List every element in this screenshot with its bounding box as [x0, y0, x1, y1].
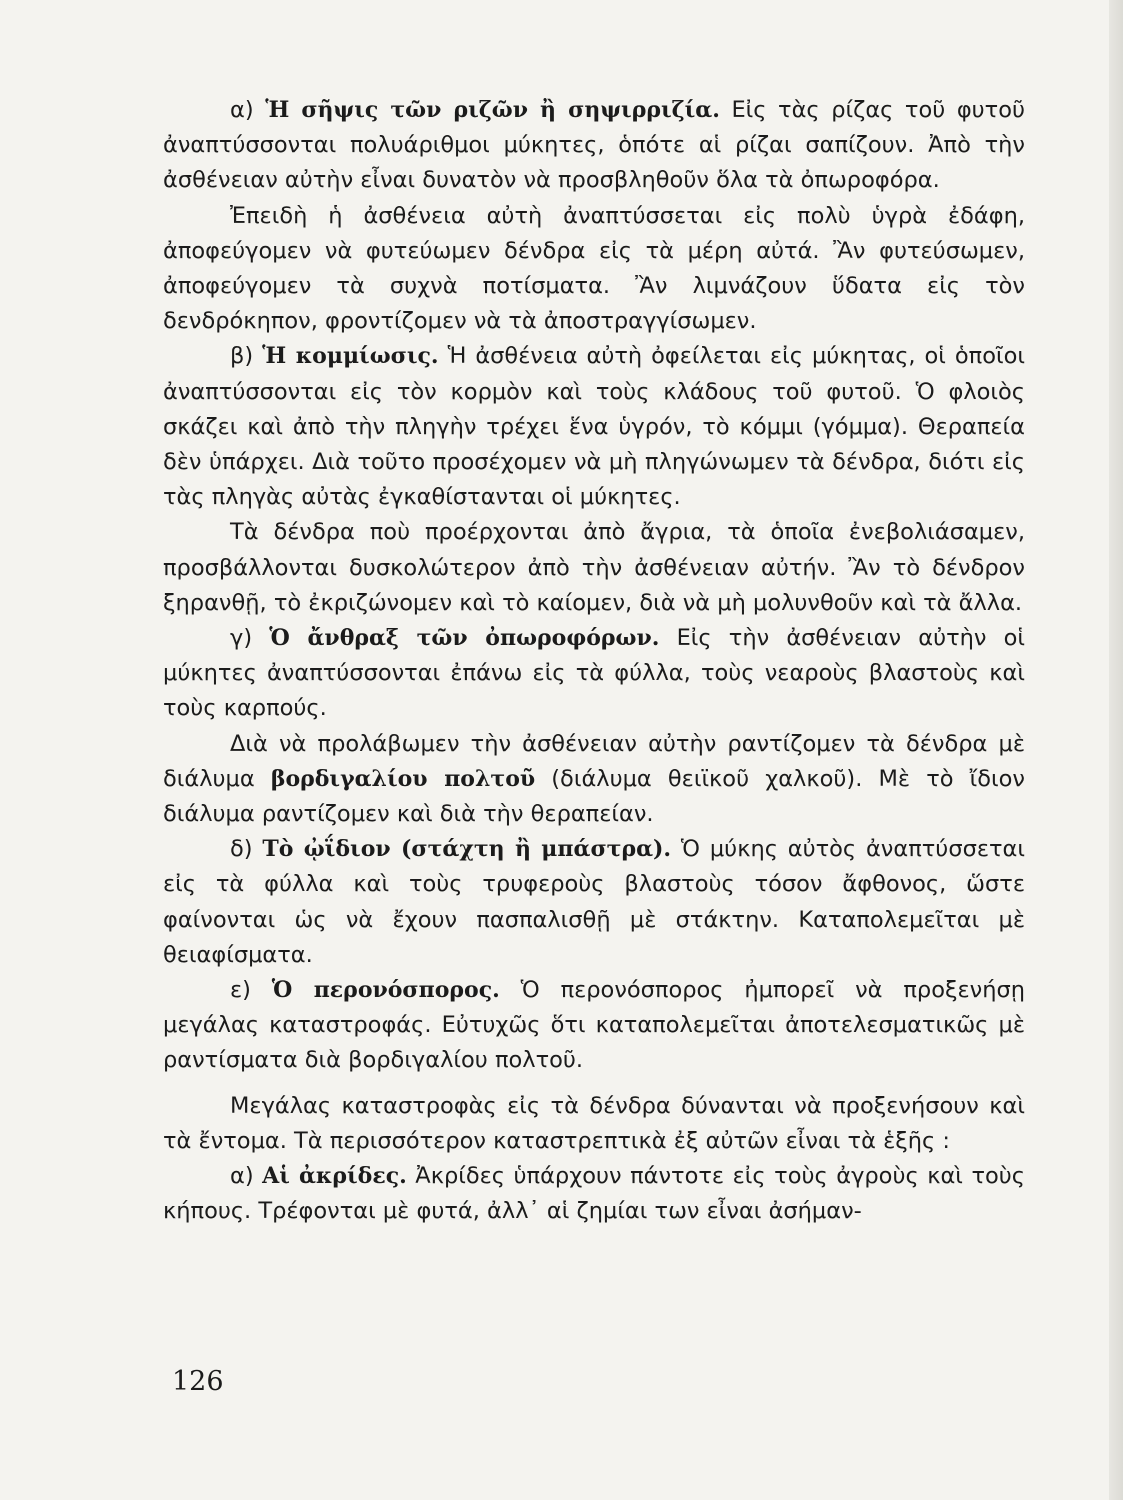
- body-text: [163, 93, 1025, 1230]
- text-run: ε): [230, 977, 272, 1004]
- paragraph: [163, 199, 1025, 340]
- page-edge-shadow: [1109, 0, 1123, 1500]
- bold-heading: Αἱ ἀκρίδες.: [262, 1163, 407, 1190]
- text-run: Εἰς τὰς ρίζας τοῦ φυτοῦ ἀναπτύσσονται πολυάριθμοι μύκητες, ὁπότε αἱ ρίζαι σαπίζουν. Ἀπὸ τὴν ἀσθένειαν αὐτὴν εἶναι δυνατὸν νὰ προσβληθοῦν ὅλα τὰ ὀπωροφόρα.: [163, 97, 1026, 194]
- bold-heading: Ὁ ἄνθραξ τῶν ὀπωροφόρων.: [269, 625, 660, 652]
- paragraph: [163, 621, 1025, 727]
- paragraph: [163, 1159, 1025, 1229]
- paragraph: [163, 832, 1025, 973]
- bold-heading: βορδιγαλίου πολτοῦ: [270, 765, 536, 792]
- text-run: δ): [230, 836, 263, 863]
- text-run: Ἡ ἀσθένεια αὐτὴ ὀφείλεται εἰς μύκητας, οἱ ὁποῖοι ἀναπτύσσονται εἰς τὸν κορμὸν καὶ τοὺς κλάδους τοῦ φυτοῦ. Ὁ φλοιὸς σκάζει καὶ ἀπὸ τὴν πληγὴν τρέχει ἕνα ὑγρόν, τὸ κόμμι (γόμμα). Θεραπεία δὲν ὑπάρχει. Διὰ τοῦτο προσέχομεν νὰ μὴ πληγώνωμεν τὰ δένδρα, διότι εἰς τὰς πληγὰς αὐτὰς ἐγκαθίστανται οἱ μύκητες.: [163, 343, 1025, 511]
- bold-heading: Ἡ κομμίωσις.: [262, 343, 439, 370]
- paragraph: [163, 93, 1025, 199]
- bold-heading: Ἡ σῆψις τῶν ριζῶν ἢ σηψιρριζία.: [265, 97, 720, 123]
- text-run: Ὁ περονόσπορος ἠμπορεῖ νὰ προξενήσῃ μεγάλας καταστροφάς. Εὐτυχῶς ὅτι καταπολεμεῖται ἀποτελεσματικῶς μὲ ραντίσματα διὰ βορδιγαλίου πολτοῦ.: [163, 977, 1026, 1074]
- text-run: α): [230, 97, 266, 123]
- text-run: γ): [230, 625, 270, 652]
- text-run: Διὰ νὰ προλάβωμεν τὴν ἀσθένειαν αὐτὴν ραντίζομεν τὰ δένδρα μὲ διάλυμα: [163, 730, 1025, 792]
- bold-heading: Τὸ ᾠΐδιον (στάχτη ἢ μπάστρα).: [262, 836, 672, 863]
- text-run: Μεγάλας καταστροφὰς εἰς τὰ δένδρα δύνανται νὰ προξενήσουν καὶ τὰ ἔντομα. Τὰ περισσότερον καταστρεπτικὰ ἐξ αὐτῶν εἶναι τὰ ἑξῆς :: [163, 1092, 1025, 1154]
- paragraph: [163, 515, 1025, 621]
- paragraph: [163, 339, 1025, 515]
- text-run: α): [230, 1163, 263, 1190]
- text-run: Ὁ μύκης αὐτὸς ἀναπτύσσεται εἰς τὰ φύλλα καὶ τοὺς τρυφεροὺς βλαστοὺς τόσον ἄφθονος, ὥστε φαίνονται ὡς νὰ ἔχουν πασπαλισθῇ μὲ στάκτην. Καταπολεμεῖται μὲ θειαφίσματα.: [163, 836, 1025, 968]
- paragraph: [163, 1089, 1025, 1159]
- text-run: (διάλυμα θειϊκοῦ χαλκοῦ). Μὲ τὸ ἴδιον διάλυμα ραντίζομεν καὶ διὰ τὴν θεραπείαν.: [163, 765, 1025, 828]
- text-run: β): [230, 343, 263, 370]
- bold-heading: Ὁ περονόσπορος.: [271, 977, 500, 1004]
- paragraph: [163, 973, 1025, 1079]
- text-run: Τὰ δένδρα ποὺ προέρχονται ἀπὸ ἄγρια, τὰ ὁποῖα ἐνεβολιάσαμεν, προσβάλλονται δυσκολώτερον ἀπὸ τὴν ἀσθένειαν αὐτήν. Ἂν τὸ δένδρον ξηρανθῇ, τὸ ἐκριζώνομεν καὶ τὸ καίομεν, διὰ νὰ μὴ μολυνθοῦν καὶ τὰ ἄλλα.: [163, 519, 1025, 616]
- text-run: Εἰς τὴν ἀσθένειαν αὐτὴν οἱ μύκητες ἀναπτύσσονται ἐπάνω εἰς τὰ φύλλα, τοὺς νεαροὺς βλαστοὺς καὶ τοὺς καρπούς.: [163, 625, 1026, 722]
- page-number: 126: [172, 1366, 224, 1397]
- paragraph: [163, 727, 1025, 833]
- text-run: Ἀκρίδες ὑπάρχουν πάντοτε εἰς τοὺς ἀγροὺς καὶ τοὺς κήπους. Τρέφονται μὲ φυτά, ἀλλ᾽ αἱ ζημίαι των εἶναι ἀσήμαν-: [163, 1163, 1026, 1225]
- text-run: Ἐπειδὴ ἡ ἀσθένεια αὐτὴ ἀναπτύσσεται εἰς πολὺ ὑγρὰ ἐδάφη, ἀποφεύγομεν νὰ φυτεύωμεν δένδρα εἰς τὰ μέρη αὐτά. Ἂν φυτεύσωμεν, ἀποφεύγομεν τὰ συχνὰ ποτίσματα. Ἂν λιμνάζουν ὕδατα εἰς τὸν δενδρόκηπον, φροντίζομεν νὰ τὰ ἀποστραγγίσωμεν.: [163, 202, 1025, 335]
